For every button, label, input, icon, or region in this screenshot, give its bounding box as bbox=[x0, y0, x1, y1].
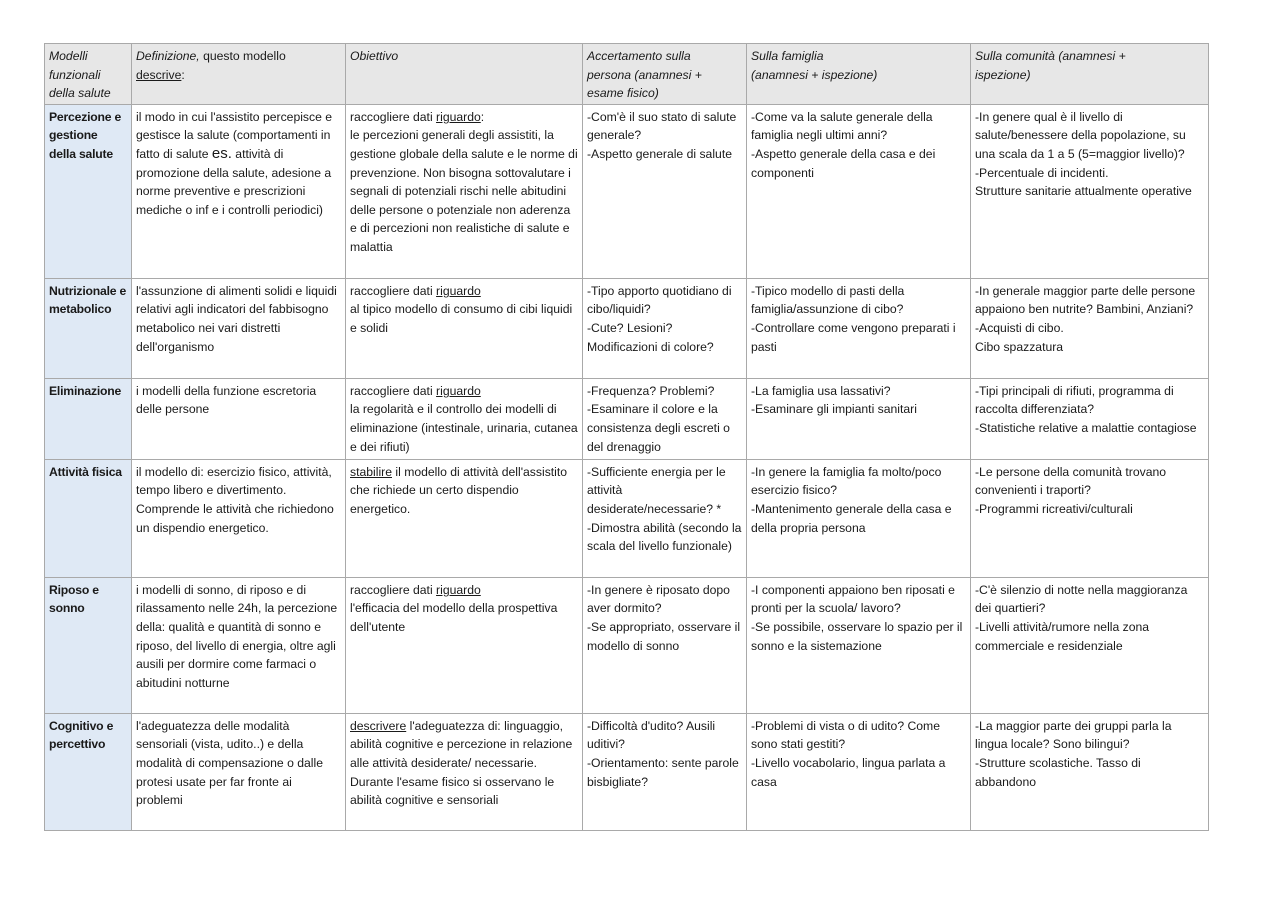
definition-text: attività di promozione della salute, adesione a norme preventive e prescrizioni mediche o inf e i controlli periodici) bbox=[136, 146, 332, 217]
family-item: -Tipico modello di pasti della famiglia/assunzione di cibo? bbox=[751, 283, 905, 317]
header-objective bbox=[346, 44, 583, 105]
header-family bbox=[747, 44, 971, 105]
family-item: -Controllare come vengono preparati i pasti bbox=[751, 320, 956, 354]
family-item: -Aspetto generale della casa e dei componenti bbox=[751, 146, 936, 180]
community-item: -Percentuale di incidenti. bbox=[975, 165, 1109, 180]
objective-text: il modello di attività dell'assistito che richiede un certo dispendio energetico. bbox=[350, 464, 568, 516]
header-text: Obiettivo bbox=[350, 49, 399, 63]
community-item: -C'è silenzio di notte nella maggioranza dei quartieri? bbox=[975, 582, 1188, 616]
family-item: -Problemi di vista o di udito? Come sono stati gestiti? bbox=[751, 718, 940, 752]
community-cell bbox=[971, 713, 1209, 830]
objective-text: raccogliere dati bbox=[350, 582, 437, 597]
objective-text: raccogliere dati bbox=[350, 283, 437, 298]
objective-cell bbox=[346, 378, 583, 459]
header-text: persona (anamnesi + bbox=[587, 67, 702, 82]
header-text: della salute bbox=[49, 86, 111, 101]
community-item: Cibo spazzatura bbox=[975, 339, 1064, 354]
objective-text: : bbox=[480, 109, 485, 124]
family-item: -I componenti appaiono ben riposati e pronti per la scuola/ lavoro? bbox=[751, 582, 955, 616]
community-item: -Tipi principali di rifiuti, programma di raccolta differenziata? bbox=[975, 383, 1174, 417]
community-item: -Programmi ricreativi/culturali bbox=[975, 501, 1133, 516]
person-item: -Esaminare il colore e la consistenza degli escreti o del drenaggio bbox=[587, 402, 730, 454]
model-name: Percezione e gestione della salute bbox=[45, 104, 132, 278]
person-cell bbox=[583, 378, 747, 459]
person-item: -Dimostra abilità (secondo la scala del livello funzionale) bbox=[587, 520, 742, 554]
person-item: -In genere è riposato dopo aver dormito? bbox=[587, 582, 730, 616]
header-text: funzionali bbox=[49, 67, 101, 82]
definition-cell: i modelli di sonno, di riposo e di rilassamento nelle 24h, la percezione della: qualità e quantità di sonno e riposo, del livello di energia, oltre agli ausili per dormire come farmaci o abitudini notturne bbox=[132, 577, 346, 713]
header-text: Definizione, bbox=[136, 49, 200, 63]
table-header-row bbox=[45, 44, 1209, 105]
person-item: -Frequenza? Problemi? bbox=[587, 383, 715, 398]
objective-cell bbox=[346, 104, 583, 278]
functional-health-patterns-table bbox=[44, 43, 1209, 831]
table-row bbox=[45, 577, 1209, 713]
objective-cell bbox=[346, 459, 583, 577]
model-name: Riposo e sonno bbox=[45, 577, 132, 713]
person-item: -Aspetto generale di salute bbox=[587, 146, 732, 161]
objective-cell bbox=[346, 278, 583, 378]
community-item: -Le persone della comunità trovano convenienti i traporti? bbox=[975, 464, 1167, 498]
family-cell bbox=[747, 378, 971, 459]
family-cell bbox=[747, 104, 971, 278]
definition-cell: l'assunzione di alimenti solidi e liquidi relativi agli indicatori del fabbisogno metabolico nei vari distretti dell'organismo bbox=[132, 278, 346, 378]
objective-cell bbox=[346, 713, 583, 830]
community-cell bbox=[971, 378, 1209, 459]
objective-keyword: riguardo bbox=[436, 109, 481, 124]
header-text: Accertamento sulla bbox=[587, 49, 691, 63]
community-item: -Acquisti di cibo. bbox=[975, 320, 1064, 335]
family-item: -La famiglia usa lassativi? bbox=[751, 383, 891, 398]
community-item: -La maggior parte dei gruppi parla la lingua locale? Sono bilingui? bbox=[975, 718, 1172, 752]
family-item: -Come va la salute generale della famiglia negli ultimi anni? bbox=[751, 109, 933, 143]
table-row bbox=[45, 459, 1209, 577]
header-person bbox=[583, 44, 747, 105]
community-cell bbox=[971, 104, 1209, 278]
community-cell bbox=[971, 459, 1209, 577]
header-community bbox=[971, 44, 1209, 105]
definition-text: es. bbox=[211, 144, 232, 162]
header-text: esame fisico) bbox=[587, 86, 659, 101]
community-item: -Strutture scolastiche. Tasso di abbandono bbox=[975, 755, 1141, 789]
objective-keyword: stabilire bbox=[350, 464, 392, 479]
definition-cell: l'adeguatezza delle modalità sensoriali (vista, udito..) e della modalità di compensazione o dalle protesi usate per far fronte ai problemi bbox=[132, 713, 346, 830]
family-item: -Esaminare gli impianti sanitari bbox=[751, 402, 917, 417]
definition-cell: il modello di: esercizio fisico, attività, tempo libero e divertimento. Comprende le attività che richiedono un dispendio energetico. bbox=[132, 459, 346, 577]
objective-text: raccogliere dati bbox=[350, 109, 437, 124]
header-text: Sulla famiglia bbox=[751, 49, 824, 63]
community-item: -Livelli attività/rumore nella zona commerciale e residenziale bbox=[975, 619, 1150, 653]
family-item: -Se possibile, osservare lo spazio per il sonno e la sistemazione bbox=[751, 619, 963, 653]
objective-keyword: riguardo bbox=[436, 582, 481, 597]
objective-text: raccogliere dati bbox=[350, 383, 437, 398]
model-name: Eliminazione bbox=[45, 378, 132, 459]
person-cell bbox=[583, 713, 747, 830]
table-row bbox=[45, 713, 1209, 830]
person-cell bbox=[583, 104, 747, 278]
family-cell bbox=[747, 278, 971, 378]
family-item: -In genere la famiglia fa molto/poco esercizio fisico? bbox=[751, 464, 942, 498]
person-item: -Se appropriato, osservare il modello di sonno bbox=[587, 619, 741, 653]
community-item: -In generale maggior parte delle persone appaiono ben nutrite? Bambini, Anziani? bbox=[975, 283, 1196, 317]
model-name: Nutrizionale e metabolico bbox=[45, 278, 132, 378]
objective-text: al tipico modello di consumo di cibi liquidi e solidi bbox=[350, 302, 573, 335]
header-text: (anamnesi + ispezione) bbox=[751, 67, 878, 82]
table-row bbox=[45, 278, 1209, 378]
community-item: -Statistiche relative a malattie contagiose bbox=[975, 420, 1197, 435]
objective-text: le percezioni generali degli assistiti, la gestione globale della salute e le norme di prevenzione. Non bisogna sottovalutare i segnali di potenziali rischi nelle abitudini delle persone o potenziale non aderenza e di percezioni non realistiche di salute e malattia bbox=[350, 128, 578, 254]
model-name: Attività fisica bbox=[45, 459, 132, 577]
objective-text: l'adeguatezza di: linguaggio, abilità cognitive e percezione in relazione alle attività desiderate/ necessarie. Durante l'esame fisico si osservano le abilità cognitive e sensoriali bbox=[350, 718, 573, 808]
family-item: -Mantenimento generale della casa e della propria persona bbox=[751, 501, 952, 535]
objective-cell bbox=[346, 577, 583, 713]
definition-text: il modo in cui l'assistito percepisce e gestisce la salute (comportamenti in fatto di salute bbox=[136, 109, 333, 161]
community-cell bbox=[971, 577, 1209, 713]
header-definition bbox=[132, 44, 346, 105]
person-cell bbox=[583, 459, 747, 577]
objective-keyword: riguardo bbox=[436, 383, 481, 398]
objective-text: la regolarità e il controllo dei modelli di eliminazione (intestinale, urinaria, cutanea e dei rifiuti) bbox=[350, 402, 578, 454]
family-item: -Livello vocabolario, lingua parlata a casa bbox=[751, 755, 946, 789]
header-text: Sulla comunità (anamnesi + bbox=[975, 49, 1126, 63]
community-cell bbox=[971, 278, 1209, 378]
family-cell bbox=[747, 713, 971, 830]
table-row bbox=[45, 104, 1209, 278]
header-text: questo modello bbox=[199, 49, 286, 63]
table-row bbox=[45, 378, 1209, 459]
objective-keyword: descrivere bbox=[350, 718, 407, 733]
person-cell bbox=[583, 577, 747, 713]
community-item: -In genere qual è il livello di salute/benessere della popolazione, su una scala da 1 a 5 (5=maggior livello)? bbox=[975, 109, 1186, 161]
header-models bbox=[45, 44, 132, 105]
header-text: Modelli bbox=[49, 49, 88, 63]
objective-keyword: riguardo bbox=[436, 283, 481, 298]
person-cell bbox=[583, 278, 747, 378]
community-item: Strutture sanitarie attualmente operative bbox=[975, 184, 1192, 199]
person-item: -Cute? Lesioni? Modificazioni di colore? bbox=[587, 320, 714, 354]
objective-text: l'efficacia del modello della prospettiva dell'utente bbox=[350, 601, 558, 634]
family-cell bbox=[747, 577, 971, 713]
definition-cell: i modelli della funzione escretoria delle persone bbox=[132, 378, 346, 459]
family-cell bbox=[747, 459, 971, 577]
person-item: -Com'è il suo stato di salute generale? bbox=[587, 109, 737, 143]
header-text: : bbox=[181, 67, 185, 82]
header-text: descrive bbox=[136, 67, 182, 82]
person-item: -Difficoltà d'udito? Ausili uditivi? bbox=[587, 718, 716, 752]
definition-cell bbox=[132, 104, 346, 278]
header-text: ispezione) bbox=[975, 67, 1031, 82]
person-item: -Tipo apporto quotidiano di cibo/liquidi? bbox=[587, 283, 732, 317]
person-item: -Sufficiente energia per le attività desiderate/necessarie? * bbox=[587, 464, 726, 516]
model-name: Cognitivo e percettivo bbox=[45, 713, 132, 830]
person-item: -Orientamento: sente parole bisbigliate? bbox=[587, 755, 739, 789]
